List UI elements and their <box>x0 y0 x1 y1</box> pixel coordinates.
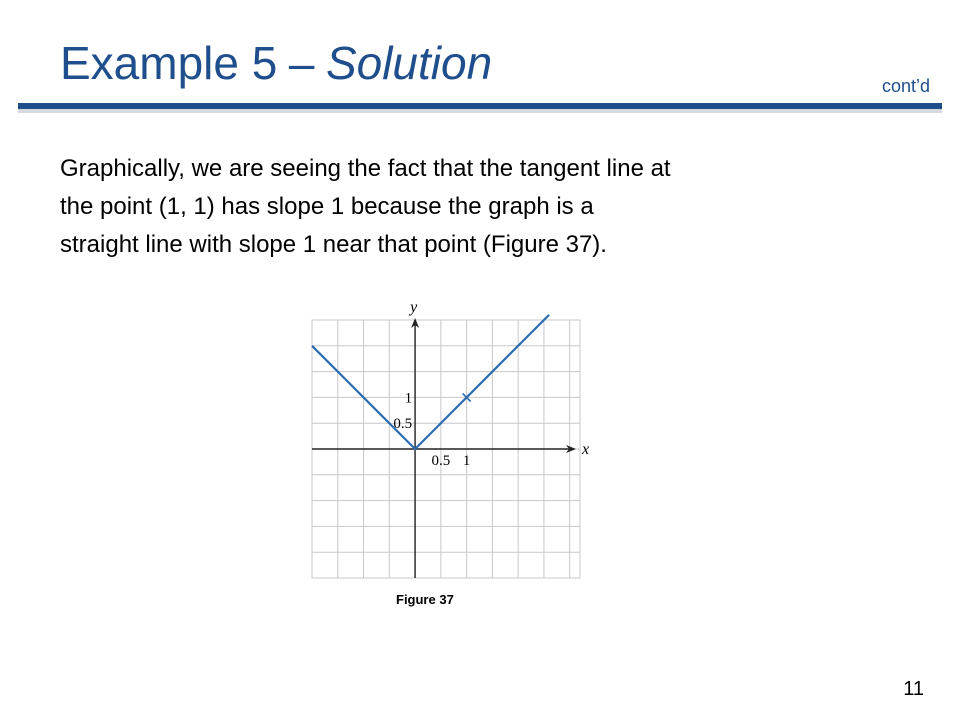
title-subtitle: Solution <box>325 37 493 89</box>
chart-svg <box>300 290 590 590</box>
body-line-3: straight line with slope 1 near that point (Figure 37). <box>60 231 607 258</box>
x-tick-label-0: 0.5 <box>431 453 451 469</box>
figure-37-graph <box>300 290 590 590</box>
figure-caption: Figure 37 <box>396 592 454 607</box>
body-text <box>60 150 900 264</box>
title-rule-shadow <box>18 109 942 113</box>
body-line-2: the point (1, 1) has slope 1 because the graph is a <box>60 193 594 220</box>
page-number: 11 <box>903 678 924 700</box>
y-tick-label-0: 0.5 <box>393 416 413 433</box>
title-main: Example 5 <box>60 37 278 89</box>
title-separator: – <box>288 37 315 89</box>
x-axis-label: x <box>582 441 590 458</box>
y-axis-label: y <box>410 299 418 316</box>
slide-title <box>60 37 493 89</box>
y-tick-label-1: 1 <box>404 390 413 407</box>
continued-label: cont’d <box>881 76 930 96</box>
x-tick-label-1: 1 <box>462 453 471 469</box>
body-line-1: Graphically, we are seeing the fact that the tangent line at <box>60 155 671 182</box>
